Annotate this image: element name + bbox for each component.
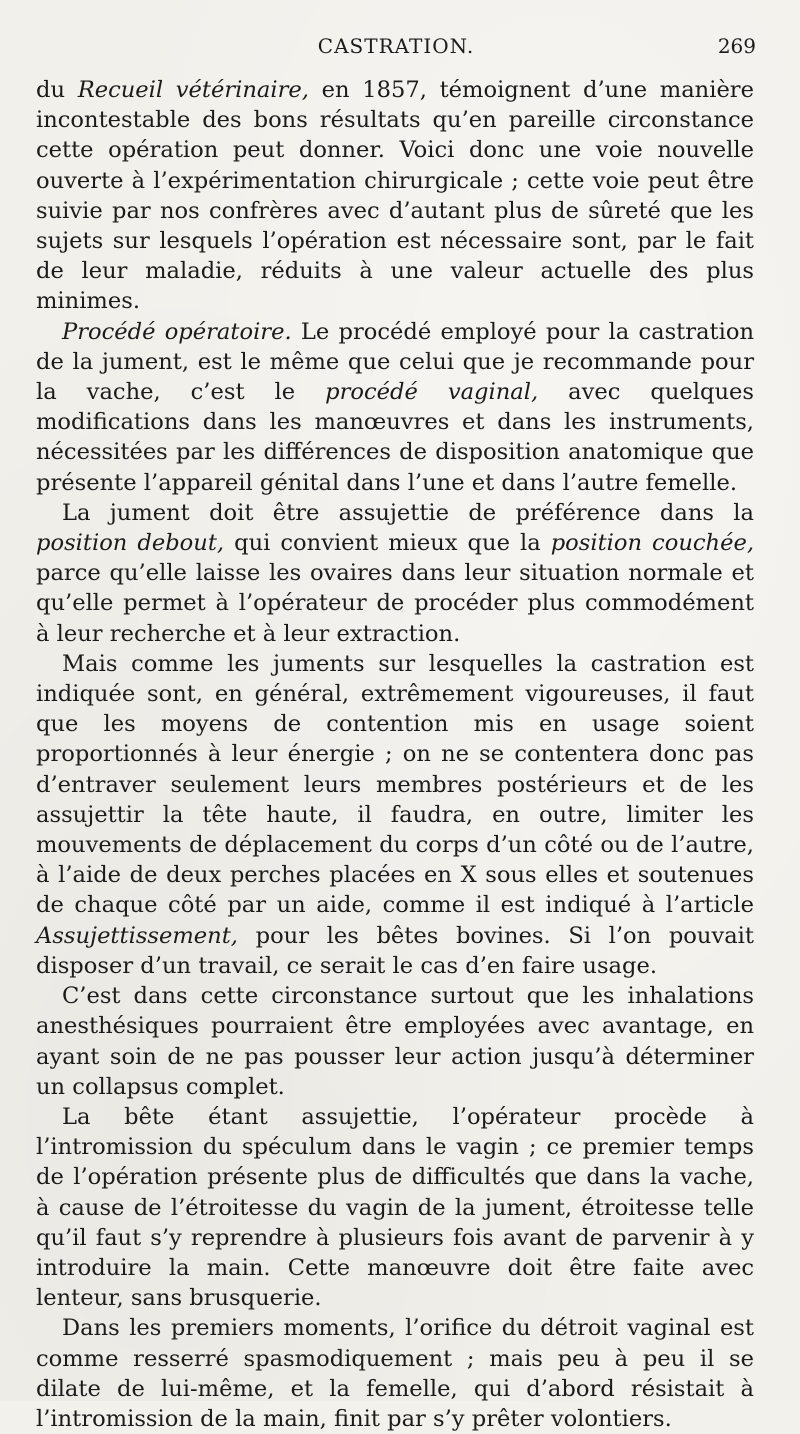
paragraph-1-text-b: en 1857, témoignent d’une manière incontestable des bons résultats qu’en pareille circonstance cette opération peut donner. Voici donc une voie nouvelle ouverte à l’expérimentation chirurgicale ; cette voie peut être suivie par nos confrères avec d’autant plus de sûreté que les sujets sur lesquels l’opération est nécessaire sont, par le fait de leur maladie, réduits à une valeur actuelle des plus minimes. [36,77,754,315]
paragraph-3-italic-position-debout: position debout, [36,530,225,557]
paragraph-7-text: Dans les premiers moments, l’orifice du détroit vaginal est comme resserré spasmodiquement ; mais peu à peu il se dilate de lui-même, et la femelle, qui d’abord résistait à l’intromission de la main, finit par s’y prêter volontiers. [36,1315,754,1432]
paragraph-1-text-a: du [36,77,78,103]
paragraph-1 [36,75,754,317]
paragraph-6-text: La bête étant assujettie, l’opérateur procède à l’intromission du spéculum dans le vagin ; ce premier temps de l’opération présente plus de difficultés que dans la vache, à cause de l’étroitesse du vagin de la jument, étroitesse telle qu’il faut s’y reprendre à plusieurs fois avant de parvenir à y introduire la main. Cette manœuvre doit être faite avec lenteur, sans brusquerie. [36,1103,754,1312]
paragraph-2-text-b: avec quelques modifications dans les manœuvres et dans les instruments, nécessitées par les différences de disposition anatomique que présente l’appareil génital dans l’une et dans l’autre femelle. [36,379,754,496]
paragraph-4-text-b: pour les bêtes bovines. Si l’on pouvait disposer d’un travail, ce serait le cas d’en faire usage. [36,922,754,979]
paragraph-5-text: C’est dans cette circonstance surtout que les inhalations anesthésiques pourraient être employées avec avantage, en ayant soin de ne pas pousser leur action jusqu’à déterminer un collapsus complet. [36,983,754,1100]
paragraph-3-text-c: parce qu’elle laisse les ovaires dans leur situation normale et qu’elle permet à l’opérateur de procéder plus commodément à leur recherche et à leur extraction. [36,560,754,647]
paragraph-4-italic-assujettissement: Assujettissement, [36,922,238,949]
paragraph-2-italic-procede-operatoire: Procédé opératoire. [62,318,292,345]
paragraph-2-italic-procede-vaginal: procédé vaginal, [325,379,539,406]
paragraph-3-text-a: La jument doit être assujettie de préférence dans la [62,499,754,526]
paragraph-3-text-b: qui convient mieux que la [224,530,551,557]
paragraph-4-text-a: Mais comme les juments sur lesquelles la castration est indiquée sont, en général, extrêmement vigoureuses, il faut que les moyens de contention mis en usage soient proportionnés à leur énergie ; on ne se contentera donc pas d’entraver seulement leurs membres postérieurs et de les assujettir la tête haute, il faudra, en outre, limiter les mouvements de déplacement du corps d’un côté ou de l’autre, à l’aide de deux perches placées en X sous elles et soutenues de chaque côté par un aide, comme il est indiqué à l’article [36,650,754,919]
paragraph-1-italic-recueil: Recueil vétérinaire, [77,77,309,103]
body-text [36,75,754,1434]
paragraph-2-text-a: Le procédé employé pour la castration de la jument, est le même que celui que je recommande pour la vache, c’est le [36,318,754,406]
running-title: CASTRATION. [317,34,475,58]
paragraph-3 [36,498,754,649]
paragraph-4 [36,649,754,981]
paragraph-3-italic-position-couchee: position couchée, [550,530,754,557]
paragraph-5 [36,981,754,1102]
paragraph-7 [36,1313,754,1434]
page-header [36,34,756,64]
page-number: 269 [717,34,756,58]
paragraph-6 [36,1102,754,1313]
paragraph-2 [36,317,754,498]
